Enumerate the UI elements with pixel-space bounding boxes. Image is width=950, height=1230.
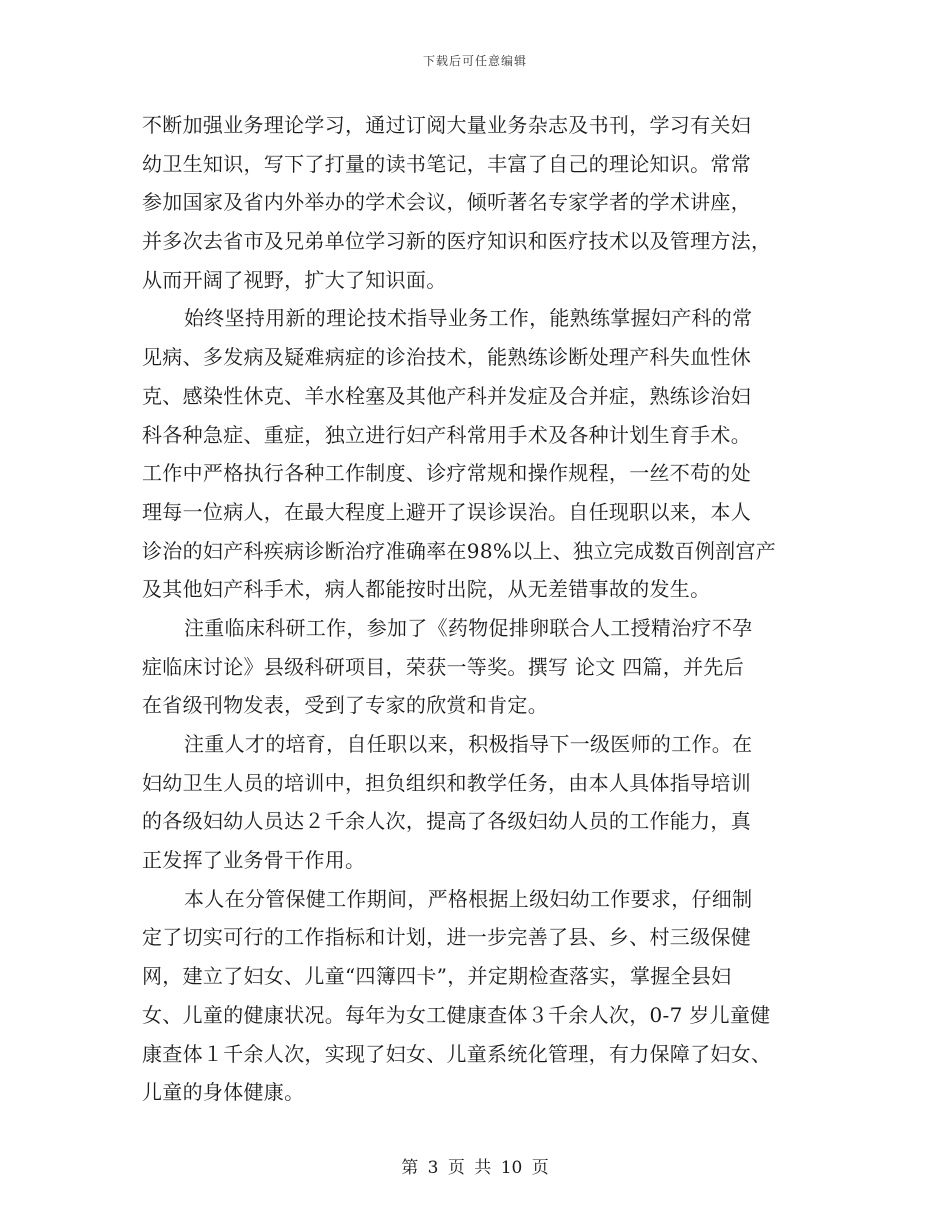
text-line: 理每一位病人，在最大程度上避开了误诊误治。自任现职以来，本人: [142, 499, 751, 524]
text-line: 并多次去省市及兄弟单位学习新的医疗知识和医疗技术以及管理方法，: [142, 229, 772, 254]
text-line: 妇幼卫生人员的培训中，担负组织和教学任务，由本人具体指导培训: [142, 770, 751, 795]
text-line: 正发挥了业务骨干作用。: [142, 848, 366, 873]
text-line: 及其他妇产科手术，病人都能按时出院，从无差错事故的发生。: [142, 577, 711, 602]
text-line: 科各种急症、重症，独立进行妇产科常用手术及各种计划生育手术。: [142, 422, 751, 447]
paragraph-research: [142, 609, 812, 725]
text-line: 始终坚持用新的理论技术指导业务工作，能熟练掌握妇产科的常: [184, 306, 753, 331]
text-line: 在省级刊物发表，受到了专家的欣赏和肯定。: [142, 693, 548, 718]
text-line: 注重人才的培育，自任职以来，积极指导下一级医师的工作。在: [184, 732, 753, 756]
paragraph-health-care: [142, 880, 812, 1112]
text-line: 见病、多发病及疑难病症的诊治技术，能熟练诊断处理产科失血性休: [142, 345, 751, 370]
text-line: 症临床讨论》县级科研项目，荣获一等奖。撰写 论文 四篇，并先后: [142, 654, 745, 679]
text-line: 参加国家及省内外举办的学术会议，倾听著名专家学者的学术讲座，: [142, 190, 751, 215]
paragraph-training: [142, 725, 812, 880]
text-line: 本人在分管保健工作期间，严格根据上级妇幼工作要求，仔细制: [184, 886, 753, 911]
document-body: [142, 106, 812, 1112]
text-line: 诊治的妇产科疾病诊断治疗准确率在98%以上、独立完成数百例剖宫产: [142, 538, 777, 563]
text-line: 幼卫生知识，写下了打量的读书笔记，丰富了自己的理论知识。常常: [142, 151, 751, 176]
text-line: 女、儿童的健康状况。每年为女工健康查体３千余人次，0-7 岁儿童健: [142, 1002, 771, 1027]
paragraph-study: [142, 106, 812, 299]
text-line: 克、感染性休克、羊水栓塞及其他产科并发症及合并症，熟练诊治妇: [142, 383, 751, 408]
text-line: 康查体１千余人次，实现了妇女、儿童系统化管理，有力保障了妇女、: [142, 1041, 772, 1066]
text-line: 定了切实可行的工作指标和计划，进一步完善了县、乡、村三级保健: [142, 925, 751, 950]
text-line: 的各级妇幼人员达２千余人次，提高了各级妇幼人员的工作能力，真: [142, 809, 751, 834]
text-line: 注重临床科研工作，参加了《药物促排卵联合人工授精治疗不孕: [184, 615, 753, 640]
text-line: 工作中严格执行各种工作制度、诊疗常规和操作规程，一丝不苟的处: [142, 461, 751, 486]
text-line: 儿童的身体健康。: [142, 1080, 305, 1105]
text-line: 从而开阔了视野，扩大了知识面。: [142, 267, 447, 292]
page-header: 下载后可任意编辑: [422, 54, 527, 68]
paragraph-clinical-work: [142, 299, 812, 609]
page-number: 第 3 页 共 10 页: [401, 1158, 549, 1178]
text-line: 网，建立了妇女、儿童“四簿四卡”，并定期检查落实，掌握全县妇: [142, 964, 732, 989]
text-line: 不断加强业务理论学习，通过订阅大量业务杂志及书刊，学习有关妇: [142, 113, 751, 137]
